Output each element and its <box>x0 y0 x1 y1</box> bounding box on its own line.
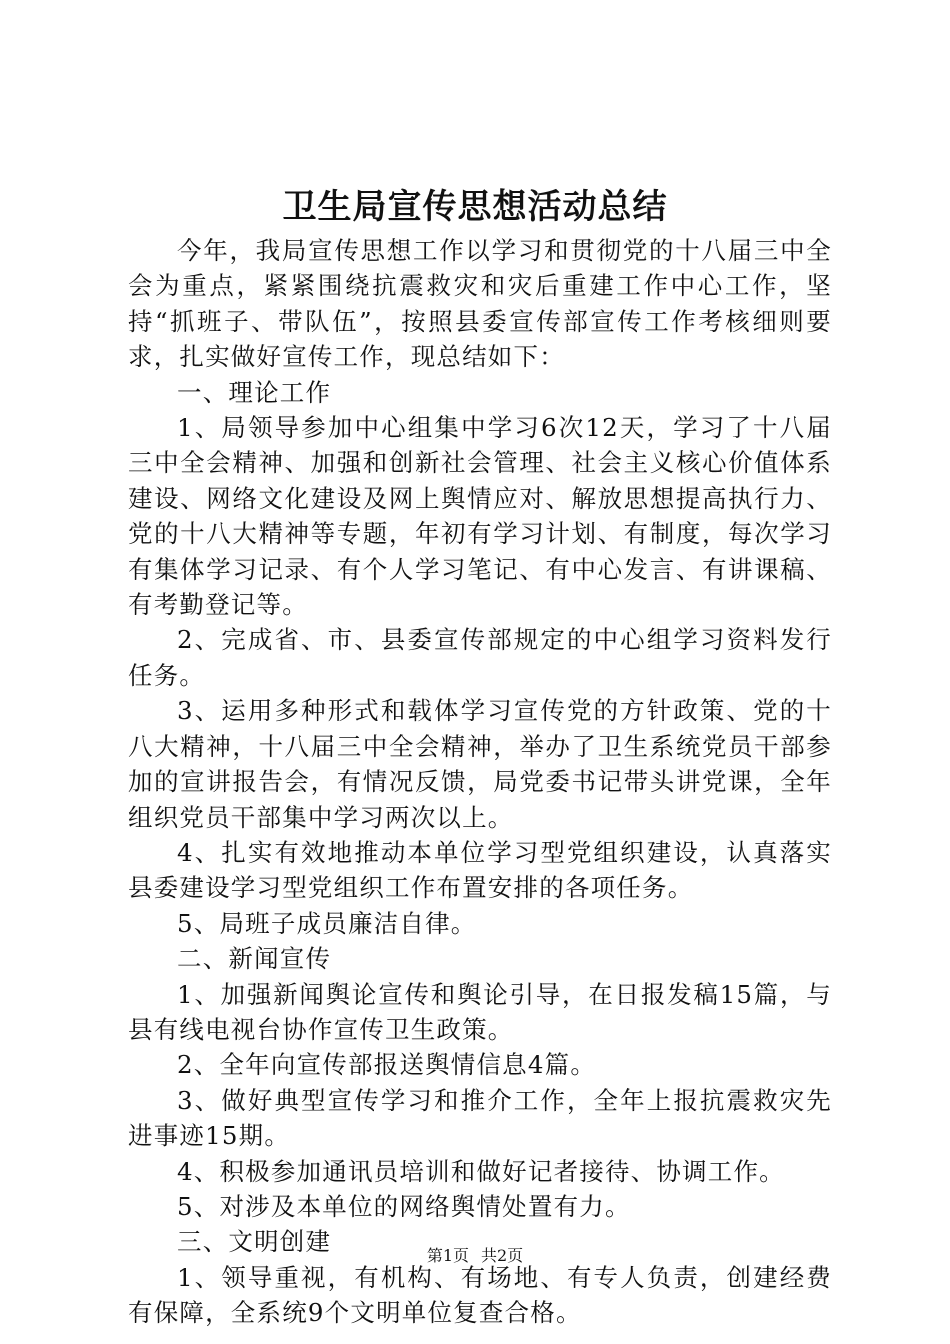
document-title: 卫生局宣传思想活动总结 <box>282 187 668 227</box>
page-footer <box>0 1244 950 1268</box>
paragraph: 2、全年向宣传部报送舆情信息4篇。 <box>177 1050 597 1080</box>
paragraph: 5、局班子成员廉洁自律。 <box>177 908 477 938</box>
section-heading-news: 二、新闻宣传 <box>177 944 332 974</box>
paragraph-intro: 今年，我局宣传思想工作以学习和贯彻党的十八届三中全会为重点，紧紧围绕抗震救灾和灾后重建工作中心工作，坚持“抓班子、带队伍”，按照县委宣传部宣传工作考核细则要求，扎实做好宣传工作，现总结如下： <box>128 236 832 372</box>
paragraph: 1、领导重视，有机构、有场地、有专人负责，创建经费有保障，全系统9个文明单位复查合格。 <box>128 1262 832 1328</box>
paragraph: 1、加强新闻舆论宣传和舆论引导，在日报发稿15篇，与县有线电视台协作宣传卫生政策。 <box>128 979 832 1044</box>
page-total: 共2页 <box>481 1246 524 1265</box>
paragraph: 4、积极参加通讯员培训和做好记者接待、协调工作。 <box>177 1156 785 1186</box>
paragraph: 1、局领导参加中心组集中学习6次12天，学习了十八届三中全会精神、加强和创新社会管理、社会主义核心价值体系建设、网络文化建设及网上舆情应对、解放思想提高执行力、党的十八大精神等专题，年初有学习计划、有制度，每次学习有集体学习记录、有个人学习笔记、有中心发言、有讲课稿、有考勤登记等。 <box>128 413 832 620</box>
paragraph: 2、完成省、市、县委宣传部规定的中心组学习资料发行任务。 <box>128 625 832 690</box>
section-heading-civilization: 三、文明创建 <box>177 1227 332 1257</box>
paragraph: 3、运用多种形式和载体学习宣传党的方针政策、党的十八大精神，十八届三中全会精神，举办了卫生系统党员干部参加的宣讲报告会，有情况反馈，局党委书记带头讲党课，全年组织党员干部集中学习两次以上。 <box>128 696 832 832</box>
paragraph: 3、做好典型宣传学习和推介工作，全年上报抗震救灾先进事迹15期。 <box>128 1085 832 1151</box>
page-number: 第1页 <box>426 1246 469 1265</box>
section-heading-theory: 一、理论工作 <box>177 377 332 407</box>
document-body <box>128 233 832 1331</box>
paragraph: 4、扎实有效地推动本单位学习型党组织建设，认真落实县委建设学习型党组织工作布置安排的各项任务。 <box>128 837 832 903</box>
paragraph: 5、对涉及本单位的网络舆情处置有力。 <box>177 1191 631 1221</box>
